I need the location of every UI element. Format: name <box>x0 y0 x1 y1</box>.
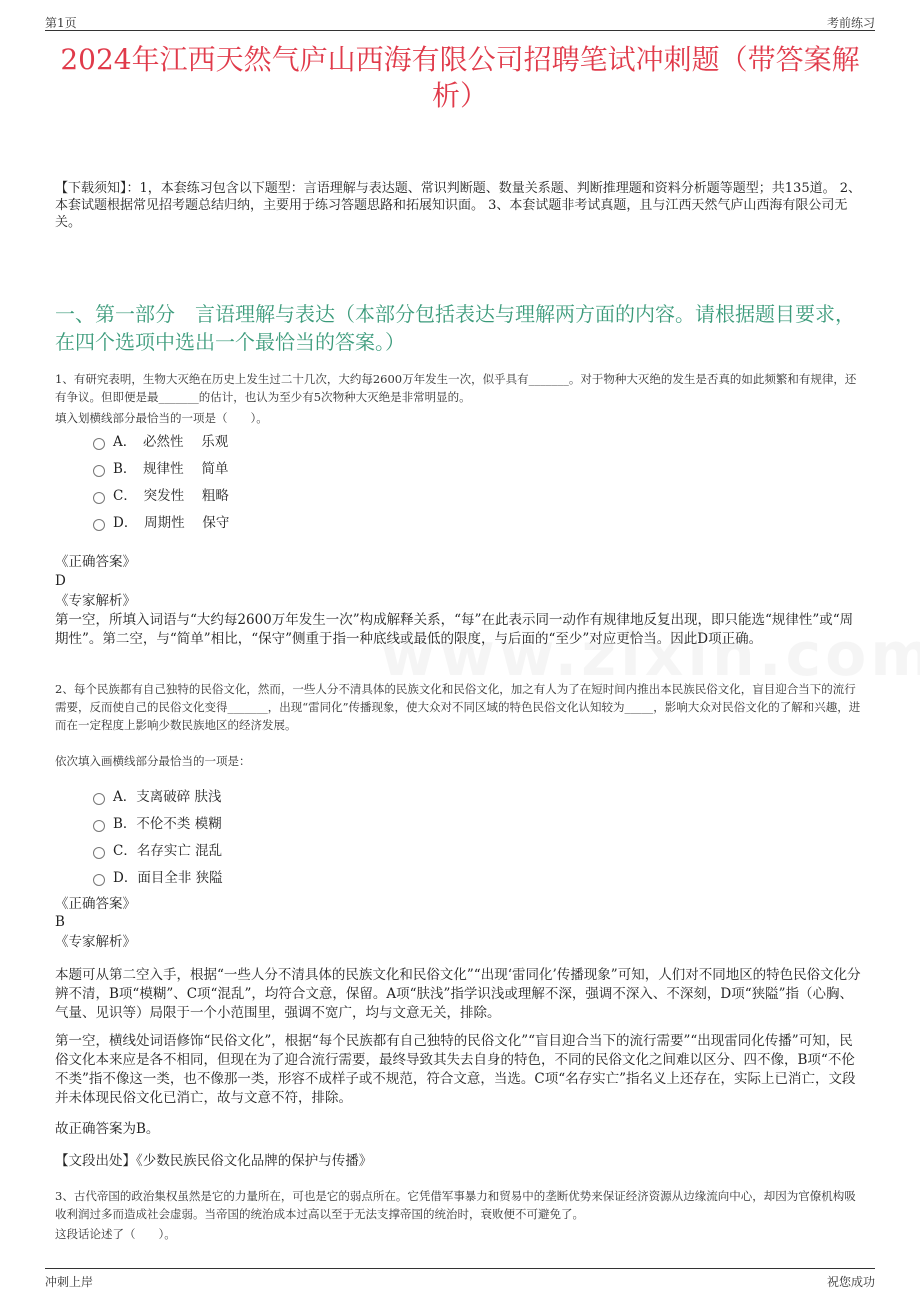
option-label: D．面目全非 狭隘 <box>113 869 223 886</box>
option-label: D． 周期性 保守 <box>113 514 230 531</box>
radio-icon[interactable] <box>93 847 105 859</box>
document-title: 2024年江西天然气庐山西海有限公司招聘笔试冲刺题（带答案解析） <box>60 43 860 112</box>
option-b[interactable] <box>93 810 223 837</box>
option-label: A． 必然性 乐观 <box>113 433 229 450</box>
option-label: C．名存实亡 混乱 <box>113 842 223 859</box>
footer-left: 冲刺上岸 <box>45 1275 94 1289</box>
download-notice: 【下载须知】：1，本套练习包含以下题型：言语理解与表达题、常识判断题、数量关系题、判断推理题和资料分析题等题型；共135道。 2、本套试题根据常见招考题总结归纳，主要用于练习答题思路和拓展知识面。 3、本套试题非考试真题，且与江西天然气庐山西海有限公司无关。 <box>55 181 861 230</box>
radio-icon[interactable] <box>93 874 105 886</box>
radio-icon[interactable] <box>93 438 105 450</box>
question-2-options <box>93 783 223 891</box>
radio-icon[interactable] <box>93 465 105 477</box>
question-1-answer-label: 《正确答案》 <box>55 554 136 570</box>
question-2-answer-label: 《正确答案》 <box>55 896 136 912</box>
option-d[interactable] <box>93 509 229 536</box>
question-2-analysis-paragraph-2: 第一空，横线处词语修饰“民俗文化”，根据“每个民族都有自己独特的民俗文化”“盲目迎合当下的流行需要”“出现雷同化传播”可知，民俗文化本来应是各不相同，但现在为了迎合流行需要，最终导致其失去自身的特色，不同的民俗文化之间难以区分、四不像，B项“不伦不类”指不像这一类，也不像那一类，形容不成样子或不规范，符合文意，当选。C项“名存实亡”指名义上还存在，实际上已消亡，文段并未体现民俗文化已消亡，故与文意不符，排除。 <box>55 1033 856 1106</box>
radio-icon[interactable] <box>93 519 105 531</box>
option-c[interactable] <box>93 482 229 509</box>
page-header <box>45 12 875 31</box>
question-2-analysis-paragraph-1: 本题可从第二空入手，根据“一些人分不清具体的民族文化和民俗文化”“出现‘雷同化’传播现象”可知，人们对不同地区的特色民俗文化分辨不清，B项“模糊”、C项“混乱”，均符合文意，保留。A项“肤浅”指学识浅或理解不深，强调不深入、不深刻，D项“狭隘”指（心胸、气量、见识等）局限于一个小范围里，强调不宽广，均与文意无关，排除。 <box>55 967 861 1021</box>
question-2-conclusion: 故正确答案为B。 <box>55 1121 160 1137</box>
page-number: 第1页 <box>45 16 77 30</box>
question-1-analysis: 第一空，所填入词语与“大约每2600万年发生一次”构成解释关系，“每”在此表示同一动作有规律地反复出现，即只能选“规律性”或“周期性”。第二空，与“简单”相比，“保守”侧重于指一种底线或最低的限度，与后面的“至少”对应更恰当。因此D项正确。 <box>55 612 854 647</box>
question-1-answer: D <box>55 573 66 589</box>
option-a[interactable] <box>93 428 229 455</box>
question-2-analysis-label: 《专家解析》 <box>55 934 136 950</box>
question-1-options <box>93 428 229 536</box>
footer-right: 祝您成功 <box>826 1275 875 1289</box>
radio-icon[interactable] <box>93 820 105 832</box>
page-footer <box>45 1268 875 1293</box>
question-1-prompt: 填入划横线部分最恰当的一项是（ ）。 <box>55 411 268 425</box>
question-2-stem: 2、每个民族都有自己独特的民俗文化，然而，一些人分不清具体的民族文化和民俗文化，加之有人为了在短时间内推出本民族民俗文化，盲目迎合当下的流行需要，反而使自己的民俗文化变得_______，出现“雷同化”传播现象，使大众对不同区域的特色民俗文化认知较为_____，影响大众对民俗文化的了解和兴趣，进而在一定程度上影响少数民族地区的经济发展。 <box>55 682 861 732</box>
question-3-prompt: 这段话论述了（ ）。 <box>55 1227 176 1241</box>
option-label: A．支离破碎 肤浅 <box>113 788 222 805</box>
option-c[interactable] <box>93 837 223 864</box>
question-2-source: 【文段出处】《少数民族民俗文化品牌的保护与传播》 <box>55 1153 373 1169</box>
question-1-analysis-label: 《专家解析》 <box>55 593 136 609</box>
question-3-stem: 3、古代帝国的政治集权虽然是它的力量所在，可也是它的弱点所在。它凭借军事暴力和贸易中的垄断优势来保证经济资源从边缘流向中心，却因为官僚机构吸收利润过多而造成社会虚弱。当帝国的统治成本过高以至于无法支撑帝国的统治时，衰败便不可避免了。 <box>55 1189 856 1221</box>
question-2-prompt: 依次填入画横线部分最恰当的一项是： <box>55 754 251 768</box>
option-b[interactable] <box>93 455 229 482</box>
option-label: C． 突发性 粗略 <box>113 487 229 504</box>
option-d[interactable] <box>93 864 223 891</box>
option-label: B． 规律性 简单 <box>113 460 229 477</box>
section-heading: 一、第一部分 言语理解与表达（本部分包括表达与理解两方面的内容。请根据题目要求，在四个选项中选出一个最恰当的答案。） <box>55 302 855 354</box>
option-a[interactable] <box>93 783 223 810</box>
radio-icon[interactable] <box>93 492 105 504</box>
question-2-answer: B <box>55 914 65 930</box>
option-label: B．不伦不类 模糊 <box>113 815 222 832</box>
question-1-stem: 1、有研究表明，生物大灭绝在历史上发生过二十几次，大约每2600万年发生一次，似乎具有_______。对于物种大灭绝的发生是否真的如此频繁和有规律，还有争议。但即便是最_______的估计，也认为至少有5次物种大灭绝是非常明显的。 <box>55 372 857 404</box>
header-label: 考前练习 <box>826 16 875 30</box>
radio-icon[interactable] <box>93 793 105 805</box>
